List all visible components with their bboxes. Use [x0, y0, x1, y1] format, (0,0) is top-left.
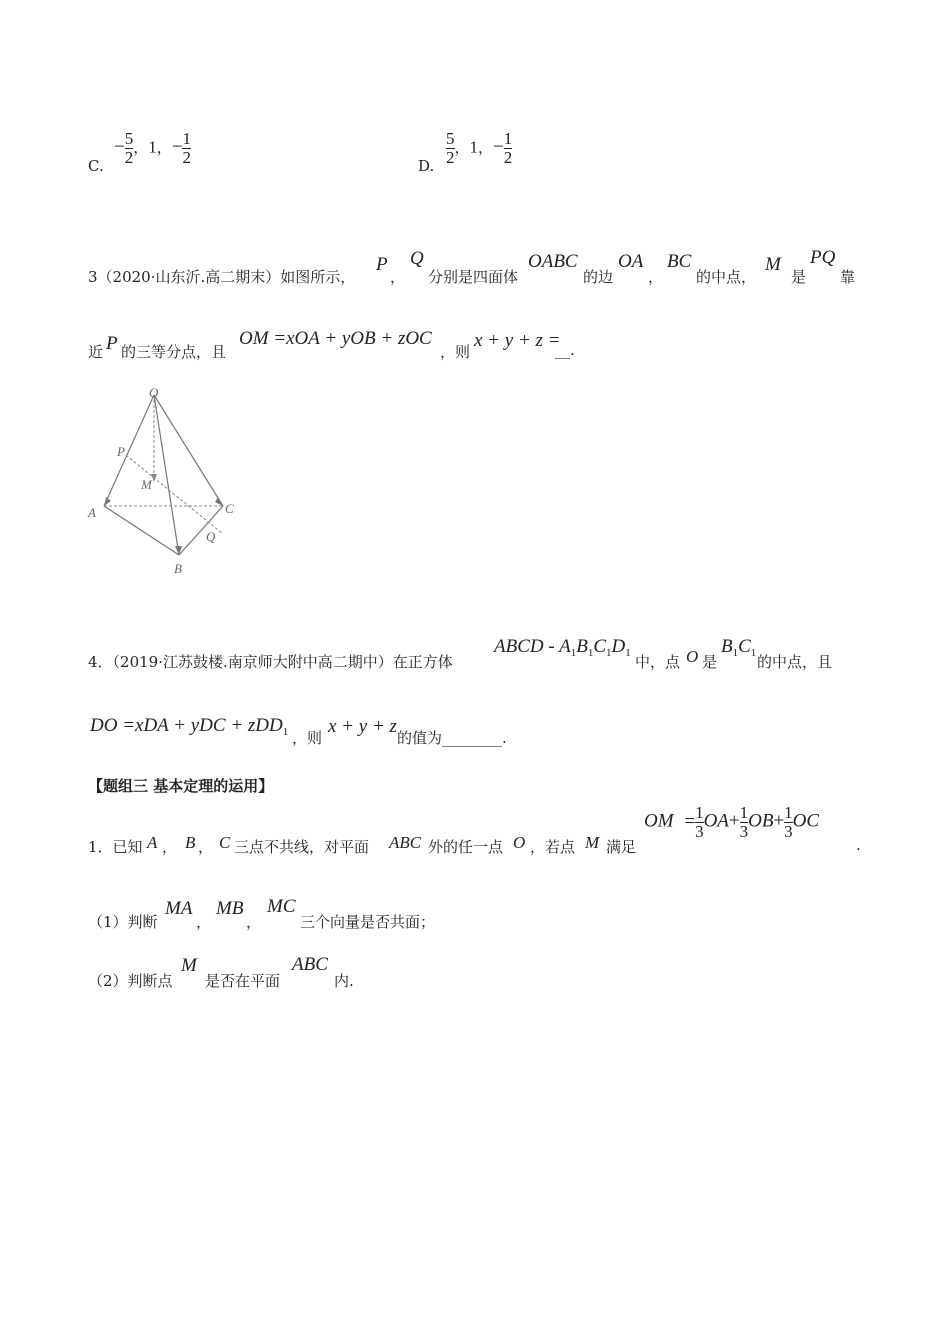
q3-text4: 是 — [791, 268, 807, 286]
q4-sum: x + y + z — [328, 716, 397, 737]
sub1-MA: MA — [165, 898, 193, 919]
sub1-label: （1）判断 — [88, 913, 158, 931]
sub1-MC: MC — [267, 896, 296, 917]
q3-answer-blank: __. — [555, 341, 575, 359]
label-Q: Q — [206, 529, 216, 544]
q3-sep2: ， — [648, 268, 664, 286]
tetrahedron-figure — [82, 385, 242, 580]
q3-line2-b: 的三等分点，且 — [121, 343, 227, 361]
group3-title: 【题组三 基本定理的运用】 — [88, 777, 274, 795]
q3-sep1: ， — [390, 268, 406, 286]
q3-text3: 的中点， — [696, 268, 757, 286]
q4-answer: 的值为________. — [397, 729, 507, 747]
q3-equation: OM =xOA + yOB + zOC — [239, 328, 432, 349]
q1-M: M — [585, 833, 600, 852]
option-d-values: $\frac{5}{2}$ ，1，− $\frac{1}{2}$ — [446, 129, 513, 167]
sub1-text: 三个向量是否共面； — [300, 913, 436, 931]
q1-equation: OM = $\frac{1}{3}$ OA+ $\frac{1}{3}$ OB+ $\frac{1}{3}$ OC — [644, 803, 820, 841]
arrow-C — [215, 497, 223, 506]
label-B: B — [174, 561, 182, 576]
arrow-A — [104, 497, 111, 506]
q4-equation: DO =xDA + yDC + zDD$_1$ — [90, 715, 289, 738]
q3-sum: x + y + z = — [474, 330, 561, 351]
q3-P: P — [376, 254, 388, 275]
q3-line2-P: P — [106, 333, 118, 354]
sub1-MB: MB — [216, 898, 244, 919]
q4-cube: ABCD - $A_1B_1C_1D_1$ — [494, 636, 631, 659]
q1-comma1: ， — [162, 838, 178, 856]
q3-Q: Q — [410, 248, 424, 269]
q3-line2-c: ，则 — [440, 343, 471, 361]
edge-AB — [104, 506, 179, 555]
q4-O: O — [686, 647, 699, 666]
q3-number: 3（2020·山东沂.高二期末）如图所示， — [88, 268, 356, 286]
q1-A: A — [147, 833, 158, 852]
q1-text3: ，若点 — [530, 838, 576, 856]
q4-text2: 是 — [702, 653, 718, 671]
segment-PQ — [126, 455, 223, 534]
option-d-label: D. — [418, 157, 435, 175]
label-A: A — [88, 505, 96, 520]
q1-text1: 三点不共线，对平面 — [234, 838, 370, 856]
label-M: M — [141, 477, 152, 492]
sub1-comma1: ， — [196, 913, 212, 931]
q3-PQ: PQ — [810, 247, 836, 268]
sub2-text2: 内. — [334, 972, 354, 990]
sub2-M: M — [181, 955, 197, 976]
arrow-M — [151, 474, 157, 482]
edge-OC — [154, 395, 223, 506]
q3-BC: BC — [667, 251, 692, 272]
option-c-values: − $\frac{5}{2}$ ，1，− $\frac{1}{2}$ — [114, 129, 191, 167]
sub2-text1: 是否在平面 — [205, 972, 281, 990]
q1-text2: 外的任一点 — [428, 838, 504, 856]
q4-text4: ，则 — [292, 729, 323, 747]
q1-comma2: ， — [198, 838, 214, 856]
q1-C: C — [219, 833, 231, 852]
q3-text1: 分别是四面体 — [428, 268, 519, 286]
q3-text2: 的边 — [583, 268, 614, 286]
q3-OABC: OABC — [528, 251, 578, 272]
label-C: C — [225, 501, 234, 516]
option-c-label: C. — [88, 157, 104, 175]
q4-B1C1: $B_1C_1$ — [721, 636, 757, 659]
q1-ABC: ABC — [389, 833, 422, 852]
q1-O: O — [513, 833, 526, 852]
label-O: O — [149, 385, 159, 400]
q1-end: . — [856, 836, 861, 854]
q1-text4: 满足 — [606, 838, 637, 856]
q1-B: B — [185, 833, 196, 852]
q4-text3: 的中点，且 — [757, 653, 833, 671]
sub2-label: （2）判断点 — [88, 972, 173, 990]
sub2-ABC: ABC — [292, 954, 328, 975]
edge-CB — [179, 506, 223, 555]
q3-text5: 靠 — [840, 268, 856, 286]
edge-OB — [154, 395, 179, 555]
q1-number: 1．已知 — [88, 838, 143, 856]
q4-text1: 中，点 — [635, 653, 681, 671]
q3-OA: OA — [618, 251, 644, 272]
sub1-comma2: ， — [246, 913, 262, 931]
q4-number: 4．（2019·江苏鼓楼.南京师大附中高二期中）在正方体 — [88, 653, 453, 671]
label-P: P — [117, 444, 125, 459]
q3-M: M — [765, 254, 781, 275]
q3-line2-a: 近 — [88, 343, 104, 361]
